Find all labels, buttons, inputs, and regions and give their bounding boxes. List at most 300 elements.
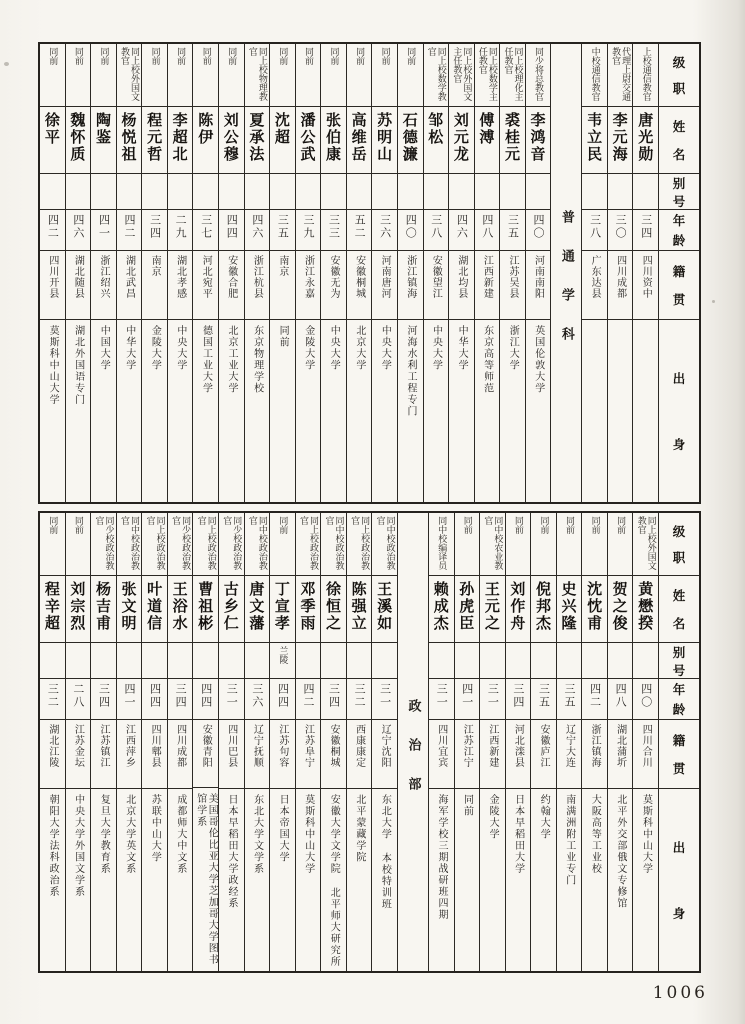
native-text: 湖北随县 [72,255,84,299]
rank-cell [633,44,658,106]
age-text: 四二 [588,683,602,709]
name-cell [219,575,244,642]
age-cell [296,678,321,719]
origin-cell [193,319,218,502]
scan-artifact [4,62,9,66]
alias-cell [557,642,582,678]
header-cell-rank [659,44,699,106]
alias-cell [296,642,321,678]
person-column [269,44,295,502]
alias-cell [270,173,295,209]
name-cell [372,575,397,642]
age-cell [531,678,556,719]
native-cell [347,719,372,788]
name-cell [633,106,658,173]
rank-cell [449,44,474,106]
rank-cell [398,44,423,106]
origin-text: 金陵大学 [149,325,161,371]
origin-text: 东京物理学校 [251,325,263,394]
age-text: 三一 [378,683,392,709]
origin-cell [40,319,65,502]
origin-cell [321,788,346,971]
person-column [141,513,167,971]
age-cell [270,209,295,250]
section-label-column [550,44,581,502]
rank-text: 同前 [149,47,160,65]
origin-cell [117,319,142,502]
rank-text: 同上校外国文教官 [119,47,140,101]
name-cell [142,106,167,173]
name-text: 高维岳 [349,112,368,163]
origin-text: 安徽大学文学院 北平师大研究所 [328,794,340,968]
alias-cell [193,173,218,209]
rank-cell [270,44,295,106]
native-cell [40,250,65,319]
alias-cell [142,642,167,678]
header-char: 龄 [672,701,686,717]
origin-text: 东北大学文学系 [251,794,263,875]
rank-cell [168,513,193,575]
table-band-top [38,42,701,504]
native-cell [142,250,167,319]
name-cell [633,575,658,642]
person-column [371,44,397,502]
native-text: 江西新建 [481,255,493,299]
age-text: 三二 [46,683,60,709]
age-cell [500,209,525,250]
person-column [581,44,607,502]
rank-cell [91,513,116,575]
name-text: 王浴水 [170,581,189,632]
age-cell [168,209,193,250]
origin-cell [142,788,167,971]
origin-text: 海军学校三期战研班四期 [435,794,447,921]
age-cell [347,209,372,250]
native-text: 浙江杭县 [251,255,263,299]
native-text: 四川合川 [640,724,652,768]
rank-cell [40,513,65,575]
name-cell [347,106,372,173]
person-column [320,513,346,971]
header-char: 籍 [672,732,686,748]
header-char: 出 [672,370,686,386]
native-text: 湖北均县 [455,255,467,299]
name-cell [296,106,321,173]
native-cell [168,719,193,788]
name-text: 刘元龙 [451,112,470,163]
origin-text: 河海水利工程专门 [404,325,416,417]
alias-cell [219,642,244,678]
origin-text: 复旦大学教育系 [98,794,110,875]
native-cell [193,719,218,788]
rank-text: 同中校政治教官 [246,516,267,570]
alias-cell [245,642,270,678]
header-char: 身 [672,437,686,453]
name-text: 王元之 [482,581,501,632]
alias-cell [142,173,167,209]
name-text: 张伯康 [324,112,343,163]
native-text: 浙江镇海 [589,724,601,768]
origin-cell [506,788,531,971]
name-cell [91,106,116,173]
name-cell [117,106,142,173]
alias-cell [40,642,65,678]
age-text: 三一 [486,683,500,709]
native-text: 南京 [149,255,161,277]
name-text: 陈伊 [196,112,215,146]
age-text: 三四 [511,683,525,709]
origin-text: 大阪高等工业校 [589,794,601,875]
rank-cell [142,513,167,575]
age-text: 三八 [588,214,602,240]
header-cell-rank [659,513,699,575]
alias-cell [91,173,116,209]
name-text: 唐文藩 [247,581,266,632]
origin-text: 北京大学英文系 [123,794,135,875]
alias-cell [321,173,346,209]
alias-cell [526,173,551,209]
person-column [428,513,454,971]
origin-text: 莫斯科中山大学 [47,325,59,406]
age-text: 三五 [563,683,577,709]
age-text: 三四 [148,214,162,240]
rank-text: 同前 [175,47,186,65]
header-cell-name [659,106,699,173]
name-cell [455,575,480,642]
rank-text: 同中校农业教官 [482,516,503,570]
age-text: 三三 [327,214,341,240]
alias-cell [270,642,295,678]
native-cell [168,250,193,319]
person-column [448,44,474,502]
name-text: 唐光勋 [636,112,655,163]
rank-cell [557,513,582,575]
origin-cell [193,787,218,971]
person-column [141,44,167,502]
native-text: 南京 [276,255,288,277]
origin-text: 中国大学 [98,325,110,371]
rank-text: 同前 [564,516,575,534]
origin-cell [582,319,607,502]
name-cell [40,575,65,642]
person-column [371,513,397,971]
origin-cell [500,319,525,502]
rank-cell [582,44,607,106]
origin-text: 日本早稻田大学 [512,794,524,875]
person-column [192,44,218,502]
age-text: 四六 [455,214,469,240]
alias-cell [372,173,397,209]
name-cell [608,575,633,642]
age-cell [193,209,218,250]
header-label [659,789,699,971]
age-cell [398,209,423,250]
age-text: 三五 [506,214,520,240]
name-text: 叶道信 [145,581,164,632]
header-cell-age [659,678,699,719]
rank-text: 代理上尉交通教官 [610,47,631,101]
person-column [192,513,218,971]
origin-cell [66,788,91,971]
rank-text: 同前 [615,516,626,534]
native-cell [91,250,116,319]
age-cell [245,209,270,250]
age-cell [372,209,397,250]
rank-cell [91,44,116,106]
origin-text: 同前 [277,325,289,348]
rank-cell [347,513,372,575]
native-text: 安徽桐城 [328,724,340,768]
age-cell [424,209,449,250]
person-column [65,44,91,502]
name-text: 邓季雨 [298,581,317,632]
person-column [218,44,244,502]
header-cell-origin [659,319,699,502]
rank-text: 同前 [302,47,313,65]
age-cell [117,678,142,719]
name-cell [270,106,295,173]
rank-cell [608,513,633,575]
native-text: 湖北武昌 [123,255,135,299]
origin-text: 德国工业大学 [200,325,212,394]
native-cell [633,250,658,319]
age-text: 四〇 [404,214,418,240]
person-column [269,513,295,971]
native-text: 江苏镇江 [97,724,109,768]
person-column [479,513,505,971]
origin-cell [296,319,321,502]
header-char: 姓 [672,588,686,603]
age-text: 五二 [353,214,367,240]
name-cell [117,575,142,642]
rank-cell [633,513,658,575]
name-text: 裘桂元 [502,112,521,163]
age-cell [429,678,454,719]
name-cell [449,106,474,173]
person-column [397,44,423,502]
rank-text: 同上校物理教官 [246,47,267,101]
age-text: 三一 [435,683,449,709]
name-text: 刘宗烈 [68,581,87,632]
name-text: 沈超 [272,112,291,146]
age-cell [633,678,658,719]
rank-text: 同前 [461,516,472,534]
origin-cell [526,319,551,502]
person-column [474,44,500,502]
age-cell [506,678,531,719]
origin-cell [608,788,633,971]
age-cell [66,209,91,250]
rank-text: 同前 [72,516,83,534]
origin-text: 北京工业大学 [226,325,238,394]
native-text: 河北滦县 [512,724,524,768]
person-column [167,513,193,971]
rank-cell [480,513,505,575]
name-text: 李鸿音 [528,112,547,163]
origin-text: 中央大学 [430,325,442,371]
native-cell [321,719,346,788]
person-column [454,513,480,971]
native-cell [557,719,582,788]
native-cell [91,719,116,788]
scan-artifact [712,300,715,303]
name-cell [168,106,193,173]
rank-cell [429,513,454,575]
native-text: 江苏吴县 [506,255,518,299]
rank-cell [321,44,346,106]
person-column [607,513,633,971]
header-label [659,44,699,106]
rank-text: 同上校外国文主任教官 [451,47,472,101]
age-text: 四二 [301,683,315,709]
rank-cell [475,44,500,106]
alias-cell [475,173,500,209]
name-cell [321,106,346,173]
origin-cell [372,319,397,502]
origin-cell [372,788,397,971]
native-text: 安徽合肥 [225,255,237,299]
rank-cell [193,44,218,106]
native-text: 浙江镇海 [404,255,416,299]
name-cell [142,575,167,642]
native-cell [506,719,531,788]
name-cell [66,106,91,173]
alias-cell [506,642,531,678]
name-text: 丁宣孝 [272,581,291,632]
origin-text: 美国哥伦比亚大学芝加哥大学图书馆学系 [194,793,218,966]
alias-cell [245,173,270,209]
age-cell [557,678,582,719]
alias-text: 兰陵 [277,646,288,664]
rank-text: 同前 [200,47,211,65]
rank-text: 同中校编译员 [436,516,447,570]
rank-cell [506,513,531,575]
alias-cell [168,173,193,209]
person-column [90,513,116,971]
age-text: 三四 [327,683,341,709]
origin-cell [168,788,193,971]
header-char: 级 [672,54,686,70]
name-text: 沈忱甫 [585,581,604,632]
rank-cell [40,44,65,106]
origin-text: 中华大学 [456,325,468,371]
header-char: 出 [672,839,686,855]
name-cell [398,106,423,173]
person-column [244,44,270,502]
header-char: 姓 [672,119,686,134]
origin-text: 中央大学 [379,325,391,371]
rank-cell [372,513,397,575]
header-label [659,210,699,250]
section-label: 政治部 [405,698,421,816]
native-cell [526,250,551,319]
header-label [659,576,699,642]
native-cell [398,250,423,319]
native-text: 安徽无为 [328,255,340,299]
name-text: 杨悦祖 [119,112,138,163]
rank-text: 同上校政治教官 [297,516,318,570]
name-cell [531,575,556,642]
rank-text: 同前 [405,47,416,65]
person-column [346,513,372,971]
native-text: 湖北蒲圻 [614,724,626,768]
rank-cell [219,44,244,106]
origin-cell [321,319,346,502]
native-text: 辽宁沈阳 [379,724,391,768]
native-text: 辽宁抚顺 [251,724,263,768]
header-cell-native [659,250,699,319]
age-text: 四六 [250,214,264,240]
rank-cell [117,44,142,106]
name-text: 刘作舟 [508,581,527,632]
rank-cell [296,513,321,575]
name-text: 孙虎臣 [457,581,476,632]
name-text: 潘公武 [298,112,317,163]
age-cell [372,678,397,719]
origin-cell [219,319,244,502]
alias-cell [633,173,658,209]
age-cell [142,678,167,719]
origin-cell [429,788,454,971]
origin-cell [557,788,582,971]
native-text: 四川成都 [614,255,626,299]
native-cell [40,719,65,788]
name-text: 倪邦杰 [533,581,552,632]
age-cell [475,209,500,250]
native-text: 安徽青阳 [200,723,212,768]
age-cell [117,209,142,250]
age-cell [633,209,658,250]
origin-text: 北京大学 [353,325,365,371]
name-text: 张文明 [119,581,138,632]
rank-cell [455,513,480,575]
native-text: 安徽桐城 [353,255,365,299]
origin-cell [270,788,295,971]
age-text: 二八 [71,683,85,709]
origin-cell [347,319,372,502]
age-text: 四四 [148,683,162,709]
age-text: 三七 [199,214,213,240]
origin-cell [633,319,658,502]
native-cell [475,250,500,319]
age-text: 三八 [429,214,443,240]
alias-cell [40,173,65,209]
rank-text: 同前 [226,47,237,65]
origin-text: 苏联中山大学 [149,794,161,863]
age-text: 三一 [225,683,239,709]
person-column [40,513,65,971]
age-cell [142,209,167,250]
age-text: 三六 [250,683,264,709]
age-text: 四〇 [639,683,653,709]
age-cell [193,678,218,719]
rank-cell [347,44,372,106]
origin-cell [270,319,295,502]
person-column [167,44,193,502]
native-cell [270,250,295,319]
header-label [659,513,699,575]
native-text: 江西萍乡 [123,724,135,768]
name-cell [429,575,454,642]
age-cell [449,209,474,250]
origin-cell [168,319,193,502]
rank-cell [500,44,525,106]
name-text: 程辛超 [42,581,61,632]
age-cell [270,678,295,719]
rank-cell [531,513,556,575]
name-cell [66,575,91,642]
native-text: 浙江绍兴 [97,255,109,299]
